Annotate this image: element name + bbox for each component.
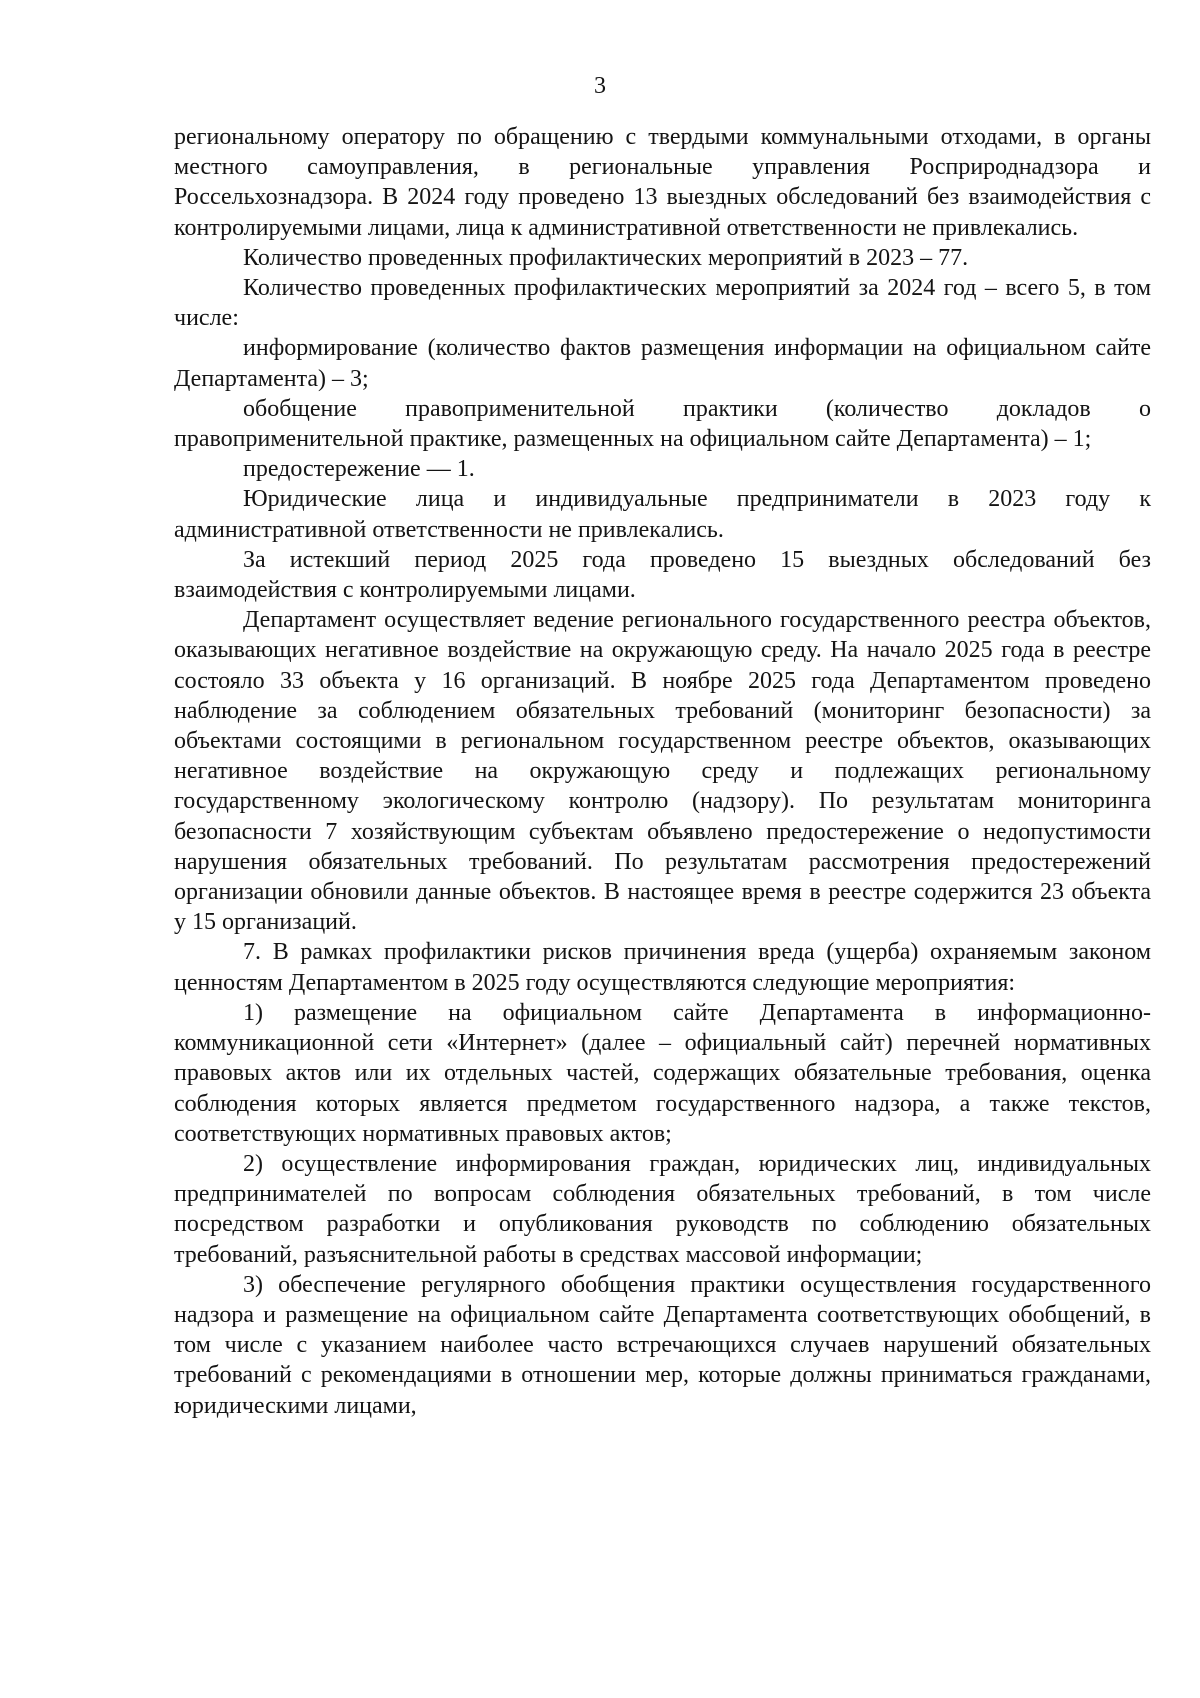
paragraph: Департамент осуществляет ведение регионального государственного реестра объектов, оказывающих негативное воздействие на окружающую среду. На начало 2025 года в реестре состояло 33 объекта у 16 организаций. В ноябре 2025 года Департаментом проведено наблюдение за соблюдением обязательных требований (мониторинг безопасности) за объектами состоящими в региональном государственном реестре объектов, оказывающих негативное воздействие на окружающую среду и подлежащих региональному государственному экологическому контролю (надзору). По результатам мониторинга безопасности 7 хозяйствующим субъектам объявлено предостережение о недопустимости нарушения обязательных требований. По результатам рассмотрения предостережений организации обновили данные объектов. В настоящее время в реестре содержится 23 объекта у 15 организаций.	[174, 607, 1151, 936]
numbered-section: 7. В рамках профилактики рисков причинения вреда (ущерба) охраняемым законом ценностям Департаментом в 2025 году осуществляются следующие мероприятия:	[174, 939, 1151, 996]
list-item: обобщение правоприменительной практики (количество докладов о правоприменительной практике, размещенных на официальном сайте Департамента) – 1;	[174, 395, 1151, 453]
paragraph: За истекший период 2025 года проведено 15 выездных обследований без взаимодействия с контролируемыми лицами.	[174, 546, 1151, 604]
page-number: 3	[594, 73, 606, 99]
paragraph: Количество проведенных профилактических мероприятий в 2023 – 77.	[243, 244, 969, 271]
list-item: 1) размещение на официальном сайте Департамента в информационно-коммуникационной сети «Интернет» (далее – официальный сайт) перечней нормативных правовых актов или их отдельных частей, содержащих обязательные требования, оценка соблюдения которых является предметом государственного надзора, а также текстов, соответствующих нормативных правовых актов;	[174, 999, 1151, 1147]
document-body	[174, 122, 1151, 1421]
paragraph: Количество проведенных профилактических мероприятий за 2024 год – всего 5, в том числе:	[174, 275, 1151, 332]
list-item: 2) осуществление информирования граждан, юридических лиц, индивидуальных предпринимателей по вопросам соблюдения обязательных требований, в том числе посредством разработки и опубликования руководств по соблюдению обязательных требований, разъяснительной работы в средствах массовой информации;	[174, 1150, 1151, 1268]
list-item: информирование (количество фактов размещения информации на официальном сайте Департамента) – 3;	[174, 335, 1151, 392]
paragraph-continuation: региональному оператору по обращению с твердыми коммунальными отходами, в органы местного самоуправления, в региональные управления Росприроднадзора и Россельхознадзора. В 2024 году проведено 13 выездных обследований без взаимодействия с контролируемыми лицами, лица к административной ответственности не привлекались.	[174, 124, 1151, 241]
paragraph: Юридические лица и индивидуальные предприниматели в 2023 году к административной ответственности не привлекались.	[174, 486, 1151, 543]
list-item: предостережение — 1.	[243, 456, 475, 483]
list-item: 3) обеспечение регулярного обобщения практики осуществления государственного надзора и размещение на официальном сайте Департамента соответствующих обобщений, в том числе с указанием наиболее часто встречающихся случаев нарушений обязательных требований с рекомендациями в отношении мер, которые должны приниматься гражданами, юридическими лицами,	[174, 1271, 1151, 1419]
